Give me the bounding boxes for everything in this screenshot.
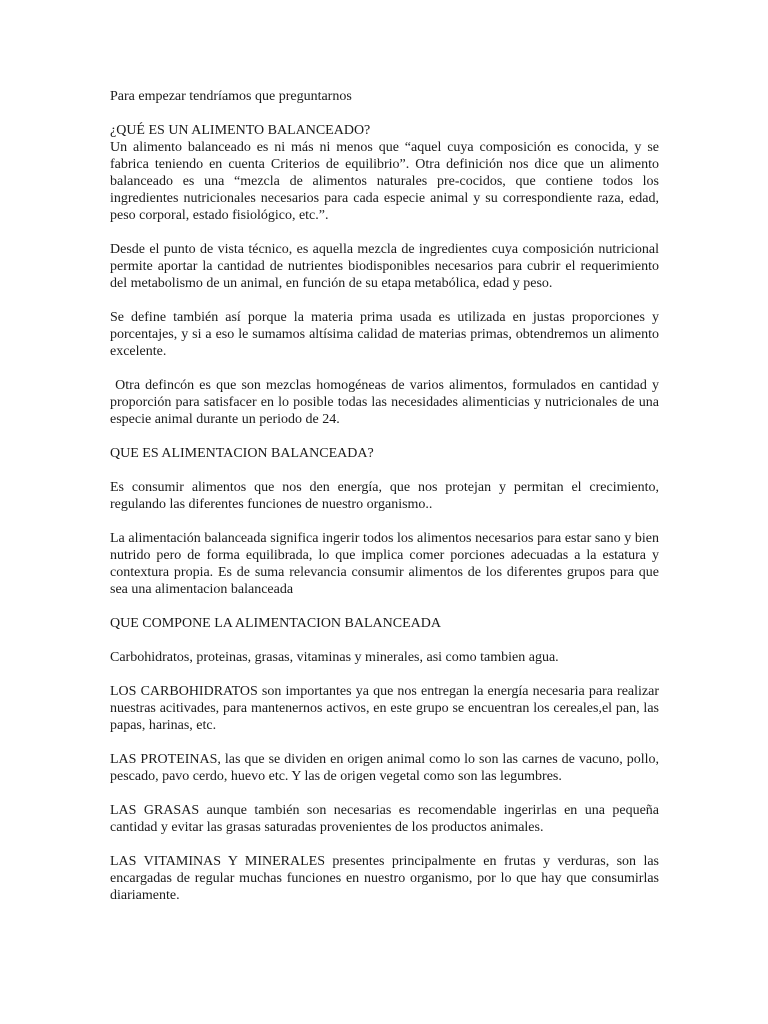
- paragraph: LAS GRASAS aunque también son necesarias es recomendable ingerirlas en una pequeña cantidad y evitar las grasas saturadas provenientes de los productos animales.: [110, 803, 659, 835]
- document-page: [110, 88, 663, 921]
- paragraph: Un alimento balanceado es ni más ni menos que “aquel cuya composición es conocida, y se fabrica teniendo en cuenta Criterios de equilibrio”. Otra definición nos dice que un alimento balanceado es una “mezcla de alimentos naturales pre-cocidos, que contiene todos los ingredientes nutricionales necesarios para cada especie animal y su correspondiente raza, edad, peso corporal, estado fisiológico, etc.”.: [110, 140, 659, 223]
- paragraph: Es consumir alimentos que nos den energía, que nos protejan y permitan el crecimiento, regulando las diferentes funciones de nuestro organismo..: [110, 480, 659, 512]
- paragraph: Se define también así porque la materia prima usada es utilizada en justas proporciones y porcentajes, y si a eso le sumamos altísima calidad de materias primas, obtendremos un alimento excelente.: [110, 310, 659, 359]
- section-heading: QUE COMPONE LA ALIMENTACION BALANCEADA: [110, 616, 441, 631]
- section-heading: QUE ES ALIMENTACION BALANCEADA?: [110, 446, 374, 461]
- paragraph: Carbohidratos, proteinas, grasas, vitaminas y minerales, asi como tambien agua.: [110, 650, 559, 665]
- section-heading: ¿QUÉ ES UN ALIMENTO BALANCEADO?: [110, 123, 371, 138]
- paragraph: LOS CARBOHIDRATOS son importantes ya que nos entregan la energía necesaria para realizar nuestras acitivades, para mantenernos activos, en este grupo se encuentran los cereales,el pan, las papas, harinas, etc.: [110, 684, 659, 733]
- paragraph: Otra defincón es que son mezclas homogéneas de varios alimentos, formulados en cantidad y proporción para satisfacer en lo posible todas las necesidades alimenticias y nutricionales de una especie animal durante un periodo de 24.: [110, 378, 663, 427]
- paragraph: La alimentación balanceada significa ingerir todos los alimentos necesarios para estar sano y bien nutrido pero de forma equilibrada, lo que implica comer porciones adecuadas a la estatura y contextura propia. Es de suma relevancia consumir alimentos de los diferentes grupos para que sea una alimentacion balanceada: [110, 531, 659, 597]
- paragraph: LAS VITAMINAS Y MINERALES presentes principalmente en frutas y verduras, son las encargadas de regular muchas funciones en nuestro organismo, por lo que hay que consumirlas diariamente.: [110, 854, 659, 903]
- section-what-is-balanced-feed: [110, 122, 659, 224]
- paragraph: LAS PROTEINAS, las que se dividen en origen animal como lo son las carnes de vacuno, pollo, pescado, pavo cerdo, huevo etc. Y las de origen vegetal como son las legumbres.: [110, 752, 659, 784]
- intro-line: Para empezar tendríamos que preguntarnos: [110, 89, 352, 104]
- paragraph: Desde el punto de vista técnico, es aquella mezcla de ingredientes cuya composición nutricional permite aportar la cantidad de nutrientes biodisponibles necesarios para cubrir el requerimiento del metabolismo de un animal, en función de su etapa metabólica, edad y peso.: [110, 242, 659, 291]
